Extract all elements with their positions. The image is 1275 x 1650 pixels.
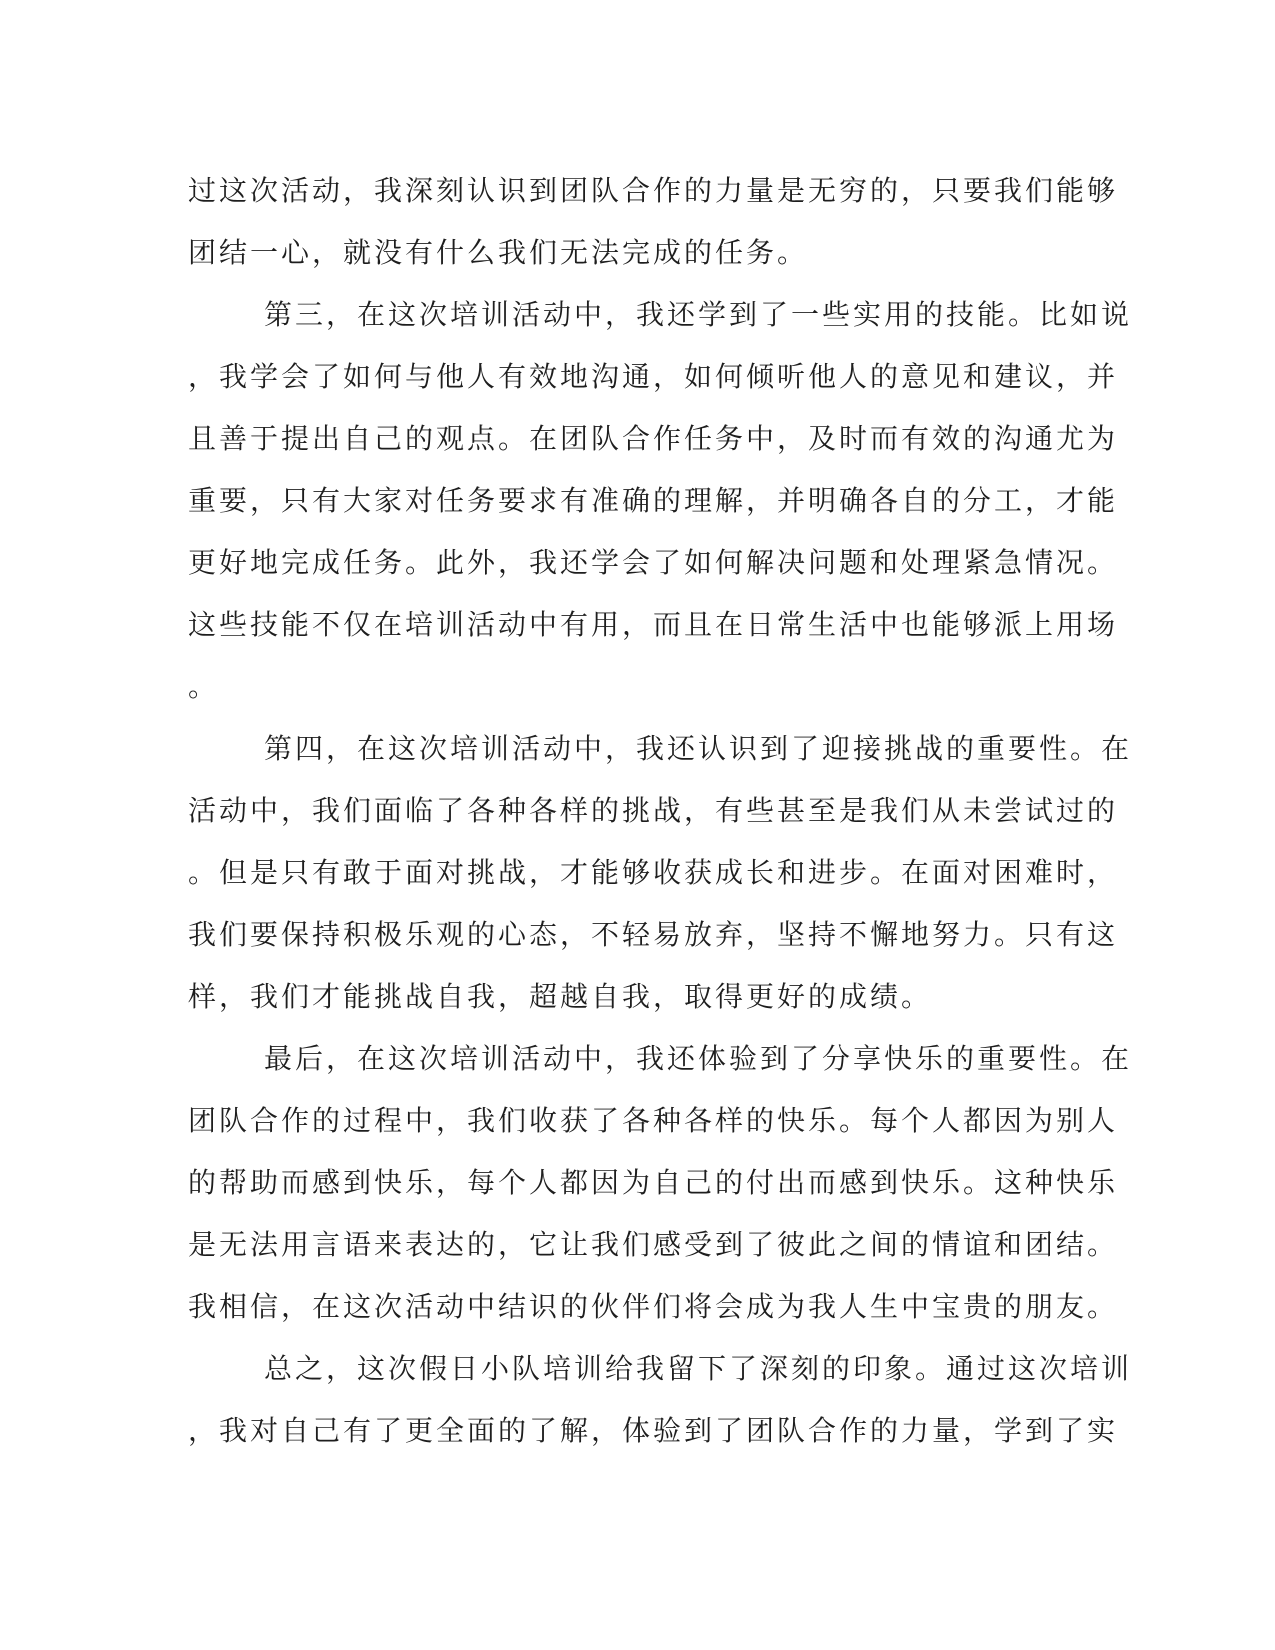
text-line: 更好地完成任务。此外，我还学会了如何解决问题和处理紧急情况。: [188, 546, 1119, 579]
text-line: 团队合作的过程中，我们收获了各种各样的快乐。每个人都因为别人: [188, 1104, 1119, 1137]
text-line: 的帮助而感到快乐，每个人都因为自己的付出而感到快乐。这种快乐: [188, 1166, 1119, 1199]
paragraph-start-line: 最后，在这次培训活动中，我还体验到了分享快乐的重要性。在: [264, 1042, 1133, 1075]
text-line: ，我学会了如何与他人有效地沟通，如何倾听他人的意见和建议，并: [188, 360, 1119, 393]
text-line: 。: [188, 670, 220, 703]
paragraph-start-line: 第三，在这次培训活动中，我还学到了一些实用的技能。比如说: [264, 298, 1133, 331]
text-line: 且善于提出自己的观点。在团队合作任务中，及时而有效的沟通尤为: [188, 422, 1119, 455]
paragraph-start-line: 第四，在这次培训活动中，我还认识到了迎接挑战的重要性。在: [264, 732, 1133, 765]
text-line: 我们要保持积极乐观的心态，不轻易放弃，坚持不懈地努力。只有这: [188, 918, 1119, 951]
text-line: 活动中，我们面临了各种各样的挑战，有些甚至是我们从未尝试过的: [188, 794, 1119, 827]
paragraph-start-line: 总之，这次假日小队培训给我留下了深刻的印象。通过这次培训: [264, 1352, 1133, 1385]
text-line: 样，我们才能挑战自我，超越自我，取得更好的成绩。: [188, 980, 933, 1013]
text-line: 。但是只有敢于面对挑战，才能够收获成长和进步。在面对困难时，: [188, 856, 1119, 889]
text-line: 重要，只有大家对任务要求有准确的理解，并明确各自的分工，才能: [188, 484, 1119, 517]
text-line: 这些技能不仅在培训活动中有用，而且在日常生活中也能够派上用场: [188, 608, 1119, 641]
text-line: 我相信，在这次活动中结识的伙伴们将会成为我人生中宝贵的朋友。: [188, 1290, 1119, 1323]
text-line: 过这次活动，我深刻认识到团队合作的力量是无穷的，只要我们能够: [188, 174, 1119, 207]
document-body: [188, 160, 1133, 1462]
text-line: 是无法用言语来表达的，它让我们感受到了彼此之间的情谊和团结。: [188, 1228, 1119, 1261]
text-line: 团结一心，就没有什么我们无法完成的任务。: [188, 236, 809, 269]
text-line: ，我对自己有了更全面的了解，体验到了团队合作的力量，学到了实: [188, 1414, 1119, 1447]
